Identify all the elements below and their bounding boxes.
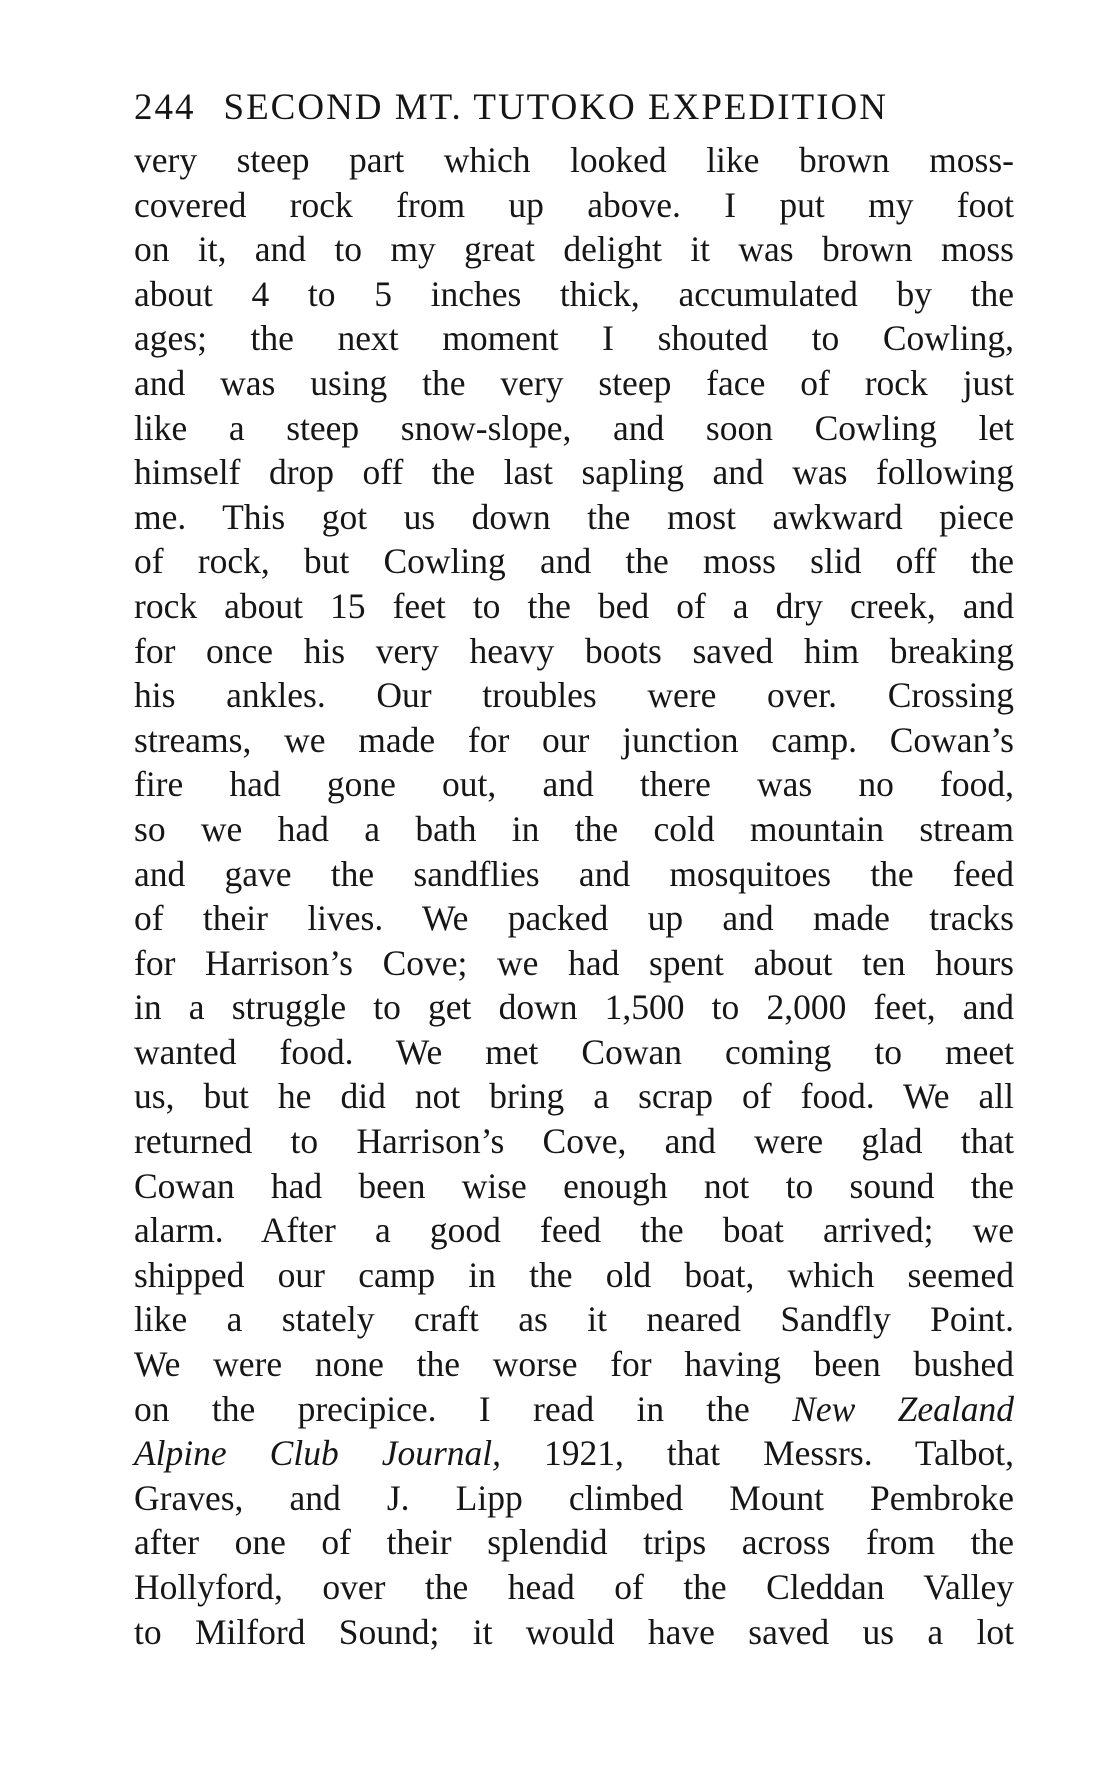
text-line xyxy=(134,1610,1014,1655)
text-segment: ages; the next moment I shouted to Cowling, xyxy=(134,318,1014,359)
text-line xyxy=(134,1431,1014,1476)
text-segment: rock about 15 feet to the bed of a dry creek, and xyxy=(134,585,1014,626)
text-line xyxy=(134,1208,1014,1253)
text-segment: me. This got us down the most awkward piece xyxy=(134,496,1014,537)
text-line xyxy=(134,807,1014,852)
running-head: SECOND MT. TUTOKO EXPEDITION xyxy=(223,87,888,128)
text-line xyxy=(134,1476,1014,1521)
text-line xyxy=(134,762,1014,807)
text-segment: and gave the sandflies and mosquitoes the feed xyxy=(134,853,1014,894)
text-segment: streams, we made for our junction camp. Cowan’s xyxy=(134,719,1014,760)
text-line xyxy=(134,1030,1014,1075)
text-line xyxy=(134,941,1014,986)
text-line xyxy=(134,138,1014,183)
text-line xyxy=(134,495,1014,540)
text-segment: of rock, but Cowling and the moss slid off the xyxy=(134,541,1014,582)
text-line xyxy=(134,1520,1014,1565)
text-line xyxy=(134,406,1014,451)
body-text xyxy=(134,138,1014,1654)
text-line xyxy=(134,272,1014,317)
text-segment: We were none the worse for having been bushed xyxy=(134,1344,1014,1385)
book-page xyxy=(134,78,1014,1654)
italic-text-segment: Alpine Club Journal, xyxy=(134,1433,502,1474)
text-line xyxy=(134,1164,1014,1209)
text-segment: of their lives. We packed up and made tracks xyxy=(134,898,1014,939)
page-number: 244 xyxy=(134,87,196,128)
text-segment: in a struggle to get down 1,500 to 2,000 feet, and xyxy=(134,987,1014,1028)
text-segment: alarm. After a good feed the boat arrived; we xyxy=(134,1210,1014,1251)
text-segment: shipped our camp in the old boat, which seemed xyxy=(134,1254,1014,1295)
text-line xyxy=(134,673,1014,718)
text-segment: Graves, and J. Lipp climbed Mount Pembroke xyxy=(134,1477,1014,1518)
page-header xyxy=(134,78,1014,138)
text-segment: on the precipice. I read in the xyxy=(134,1388,793,1429)
text-line xyxy=(134,852,1014,897)
text-line xyxy=(134,1297,1014,1342)
text-line xyxy=(134,584,1014,629)
text-line xyxy=(134,1074,1014,1119)
text-segment: covered rock from up above. I put my foot xyxy=(134,184,1014,225)
text-segment: his ankles. Our troubles were over. Crossing xyxy=(134,675,1014,716)
text-segment: himself drop off the last sapling and was following xyxy=(134,452,1014,493)
text-line xyxy=(134,227,1014,272)
text-line xyxy=(134,985,1014,1030)
text-segment: for once his very heavy boots saved him breaking xyxy=(134,630,1014,671)
text-line xyxy=(134,183,1014,228)
text-segment: so we had a bath in the cold mountain stream xyxy=(134,808,1014,849)
text-segment: like a stately craft as it neared Sandfly Point. xyxy=(134,1299,1014,1340)
text-segment: Hollyford, over the head of the Cleddan Valley xyxy=(134,1567,1014,1607)
text-line xyxy=(134,1342,1014,1387)
text-line xyxy=(134,539,1014,584)
text-segment: on it, and to my great delight it was brown moss xyxy=(134,229,1014,270)
text-line xyxy=(134,629,1014,674)
text-line xyxy=(134,718,1014,763)
text-segment: wanted food. We met Cowan coming to meet xyxy=(134,1031,1014,1072)
text-segment: 1921, that Messrs. Talbot, xyxy=(501,1433,1014,1474)
text-line xyxy=(134,896,1014,941)
text-segment: after one of their splendid trips across from the xyxy=(134,1522,1014,1563)
text-line xyxy=(134,1565,1014,1610)
text-line xyxy=(134,361,1014,406)
text-segment: to Milford Sound; it would have saved us a lot xyxy=(134,1611,1014,1652)
text-segment: and was using the very steep face of rock just xyxy=(134,362,1014,403)
text-segment: Cowan had been wise enough not to sound the xyxy=(134,1165,1014,1206)
text-segment: very steep part which looked like brown moss- xyxy=(134,140,1014,180)
italic-text-segment: New Zealand xyxy=(792,1388,1014,1429)
text-line xyxy=(134,450,1014,495)
text-segment: fire had gone out, and there was no food, xyxy=(134,764,1014,805)
text-segment: like a steep snow-slope, and soon Cowling let xyxy=(134,407,1014,448)
text-segment: returned to Harrison’s Cove, and were glad that xyxy=(134,1121,1014,1162)
text-segment: us, but he did not bring a scrap of food. We all xyxy=(134,1076,1014,1117)
text-segment: for Harrison’s Cove; we had spent about ten hours xyxy=(134,942,1014,983)
text-segment: about 4 to 5 inches thick, accumulated by the xyxy=(134,273,1014,314)
text-line xyxy=(134,1119,1014,1164)
text-line xyxy=(134,316,1014,361)
text-line xyxy=(134,1253,1014,1298)
text-line xyxy=(134,1387,1014,1432)
